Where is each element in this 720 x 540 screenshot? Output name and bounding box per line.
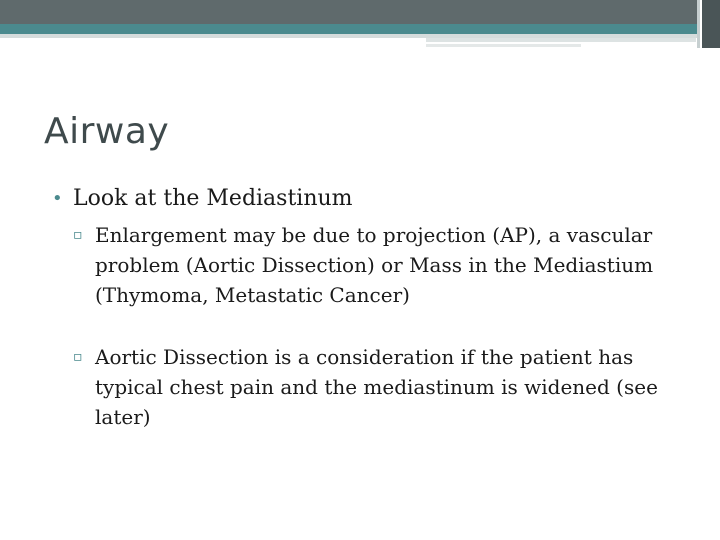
slide-content: [52, 184, 682, 432]
bullet-square-icon: ▫: [73, 227, 83, 243]
bullet-level2-text: Enlargement may be due to projection (AP), a vascular problem (Aortic Dissection) or Mass in the Mediastium (Thymoma, Metastatic Cancer): [95, 223, 654, 307]
header-accent-line-short: [426, 44, 581, 47]
bullet-level1-text: Look at the Mediastinum: [73, 186, 353, 211]
bullet-square-icon: ▫: [73, 349, 83, 365]
bullet-level2-text: Aortic Dissection is a consideration if the patient has typical chest pain and the mediastinum is widened (see later): [95, 345, 658, 429]
header-band-dark: [0, 0, 700, 24]
header-band-teal: [0, 24, 700, 34]
bullet-level2-item: [73, 342, 682, 432]
header-edge-block: [702, 0, 720, 48]
bullet-level2-item: [73, 220, 682, 310]
header-edge-stripe: [697, 0, 700, 48]
slide-title: Airway: [44, 111, 170, 152]
bullet-level1: [52, 184, 682, 214]
bullet-dot-icon: •: [52, 188, 63, 209]
header-accent-line: [426, 38, 696, 42]
